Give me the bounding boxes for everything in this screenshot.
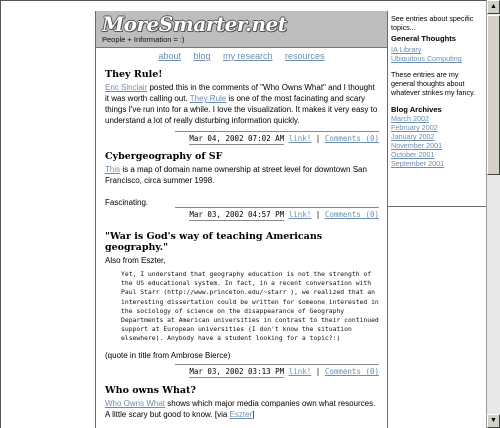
archive-link[interactable]: September 2001 [391, 159, 445, 168]
permalink-link[interactable]: link! [288, 210, 312, 219]
footer-rule [175, 364, 379, 365]
archive-link[interactable]: January 2002 [391, 132, 435, 141]
post-title: They Rule! [105, 69, 163, 80]
nav-resources-link[interactable]: resources [285, 51, 325, 61]
scroll-up-button[interactable]: ▲ [487, 0, 500, 14]
post-title: Who owns What? [105, 385, 196, 396]
main-content: MoreSmarter.net People + Information = :) about blog my research resources They Rule! Eric Sinclair posted this in the comments of "Who Owns What" and I thought it was worth calling out. They Rule is one of the most facinating and scary things I've run into for a while. I love the visualization. It makes it very easy to understand a lot of really disturbing information quickly. Mar 04, 2002 07:02 AM link! | Comments (0) Cybergeography of SF This is a map of domain name ownership at street level for downtown San Francisco, circa summer 1998. Fascinating. Mar 03, 2002 04:57 PM link! | Comments (0) "War is God's way of teaching Americans geography." Also from Eszter, Yet, I understand that geography education is not the strength of the US educational system. In fact, in a recent conversation with Paul Starr (http://www.princeton.edu/~starr ), we realized that an interesting dissertation could be written for someone interested in the sociology of science on the disappearance of Geography Departments at American universities in contrast to their continued support at European universities (I don't know the situation elsewhere). Anybody have a student looking for a topic?:) (quote in title from Ambrose Bierce) Mar 03, 2002 03:13 PM link! | Comments (0) Who owns What? Who Owns What shows which major media companies own what resources. A little scary but good to know. [via Eszter] [95, 11, 388, 428]
post-body [105, 398, 379, 420]
site-banner [96, 11, 387, 48]
site-logo[interactable]: MoreSmarter.net [102, 12, 287, 36]
post-date: Mar 04, 2002 07:02 AM [189, 134, 285, 143]
post-text: ] [252, 410, 255, 419]
top-nav [96, 51, 387, 61]
sidebar-heading-archives: Blog Archives [391, 105, 442, 114]
comments-link[interactable]: Comments (0) [324, 134, 379, 143]
nav-about-link[interactable]: about [158, 51, 181, 61]
footer-rule [175, 207, 379, 208]
sidebar [388, 11, 486, 207]
post-date: Mar 03, 2002 03:13 PM [189, 367, 285, 376]
comments-link[interactable]: Comments (0) [324, 367, 379, 376]
post-link[interactable]: This [105, 165, 121, 174]
scroll-down-button[interactable]: ▼ [487, 414, 500, 428]
post-text: Fascinating. [105, 198, 149, 207]
sidebar-blurb: These entries are my general thoughts about whatever strikes my fancy. [391, 70, 476, 97]
blog-post [105, 231, 379, 361]
scrollbar-thumb[interactable] [487, 15, 500, 175]
vertical-scrollbar[interactable] [486, 0, 500, 428]
post-title: Cybergeography of SF [105, 151, 223, 162]
footer-rule [175, 131, 379, 132]
nav-blog-link[interactable]: blog [193, 51, 211, 61]
sidebar-topic-link[interactable]: IA Library [391, 45, 422, 54]
sidebar-topic-link[interactable]: Ubiquitous Computing [391, 54, 462, 63]
archive-link[interactable]: November 2001 [391, 141, 443, 150]
post-link[interactable]: Eric Sinclair [105, 83, 148, 92]
nav-research-link[interactable]: my research [223, 51, 273, 61]
archive-link[interactable]: March 2002 [391, 114, 429, 123]
archive-link[interactable]: October 2001 [391, 150, 435, 159]
post-text: shows which major media companies own what resources. A little scary but good to know. [via [105, 399, 376, 419]
post-text: Also from Eszter, [105, 256, 166, 265]
post-body [105, 82, 379, 126]
post-text: is a map of domain name ownership at street level for downtown San Francisco, circa summer 1998. [105, 165, 367, 185]
permalink-link[interactable]: link! [288, 134, 312, 143]
comments-link[interactable]: Comments (0) [324, 210, 379, 219]
post-text: is one of the most facinating and scary things I've run into for a while. I love the visualization. It makes it very easy to understand a lot of really disturbing information quickly. [105, 94, 378, 125]
post-title: "War is God's way of teaching Americans geography." [105, 231, 323, 253]
post-body [105, 164, 379, 186]
post-quote: Yet, I understand that geography education is not the strength of the US educational system. In fact, in a recent conversation with Paul Starr (http://www.princeton.edu/~starr ), we realized that an interesting dissertation could be written for someone interested in the sociology of science on the disappearance of Geography Departments at American universities in contrast to their continued support at European universities (I don't know the situation elsewhere). Anybody have a student looking for a topic?:) [121, 270, 379, 343]
site-tagline: People + Information = :) [102, 35, 185, 44]
blog-post [105, 385, 379, 420]
post-link[interactable]: They Rule [189, 94, 227, 103]
post-link[interactable]: Eszter [229, 410, 253, 419]
sidebar-heading-general: General Thoughts [391, 34, 456, 43]
post-link[interactable]: Who Owns What [105, 399, 166, 408]
blog-post [105, 69, 379, 126]
permalink-link[interactable]: link! [288, 367, 312, 376]
archive-link[interactable]: February 2002 [391, 123, 438, 132]
sidebar-intro: See entries about specific topics... [391, 14, 474, 32]
blog-post [105, 151, 379, 208]
post-text: (quote in title from Ambrose Bierce) [105, 350, 231, 360]
post-date: Mar 03, 2002 04:57 PM [189, 210, 285, 219]
post-text: posted this in the comments of "Who Owns What" and I thought it was worth calling out. [105, 83, 375, 103]
